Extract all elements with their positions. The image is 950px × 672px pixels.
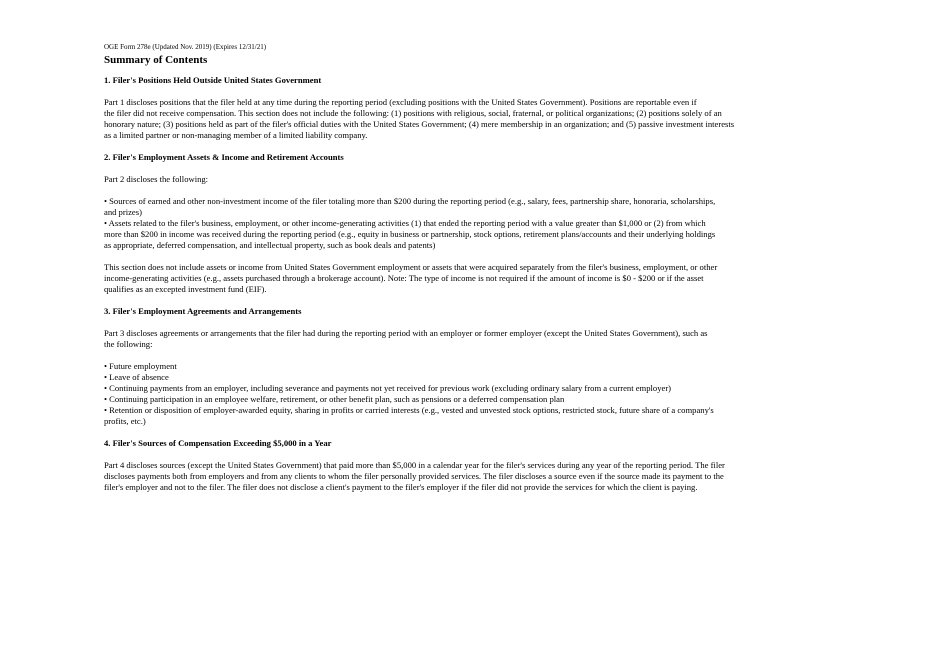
section-1-paragraph — [104, 97, 804, 141]
section-3-heading: 3. Filer's Employment Agreements and Arrangements — [104, 306, 302, 316]
section-2-note — [104, 262, 804, 295]
paragraph-line: the following: — [104, 339, 153, 349]
paragraph-line: Part 4 discloses sources (except the United States Government) that paid more than $5,000 in a calendar year for the filer's services during any year of the reporting period. The filer — [104, 460, 725, 470]
list-item-continuation: as appropriate, deferred compensation, and intellectual property, such as book deals and patents) — [104, 240, 436, 250]
section-4-paragraph — [104, 460, 804, 493]
list-item: • Continuing participation in an employee welfare, retirement, or other benefit plan, such as pensions or a deferred compensation plan — [104, 394, 565, 404]
paragraph-line: discloses payments both from employers and from any clients to whom the filer personally provided services. The filer discloses a source even if the source made its payment to the — [104, 471, 724, 481]
list-item-continuation: and prizes) — [104, 207, 142, 217]
list-item: • Assets related to the filer's business, employment, or other income-generating activities (1) that ended the reporting period with a value greater than $1,000 or (2) from which — [104, 218, 706, 228]
paragraph-line: Part 1 discloses positions that the filer held at any time during the reporting period (excluding positions with the United States Government). Positions are reportable even if — [104, 97, 697, 107]
section-3-bullet-list — [104, 361, 804, 427]
page-title: Summary of Contents — [104, 54, 208, 66]
list-item: • Retention or disposition of employer-awarded equity, sharing in profits or carried interests (e.g., vested and unvested stock options, restricted stock, future share of a company's — [104, 405, 714, 415]
paragraph-line: qualifies as an excepted investment fund (EIF). — [104, 284, 267, 294]
section-1-heading: 1. Filer's Positions Held Outside United States Government — [104, 75, 322, 85]
paragraph-line: honorary nature; (3) positions held as part of the filer's official duties with the United States Government; (4) mere membership in an organization; and (5) passive investment interests — [104, 119, 735, 129]
paragraph-line: income-generating activities (e.g., assets purchased through a brokerage account). Note: The type of income is not required if the amount of income is $0 - $200 or if the asset — [104, 273, 704, 283]
section-2-bullet-list — [104, 196, 804, 251]
document-content — [104, 43, 804, 493]
list-item: • Leave of absence — [104, 372, 169, 382]
section-4-heading: 4. Filer's Sources of Compensation Exceeding $5,000 in a Year — [104, 438, 332, 448]
list-item-continuation: profits, etc.) — [104, 416, 146, 426]
section-2-heading: 2. Filer's Employment Assets & Income and Retirement Accounts — [104, 152, 344, 162]
section-3-intro — [104, 328, 804, 350]
paragraph-line: filer's employer and not to the filer. The filer does not disclose a client's payment to the filer's employer if the filer did not provide the services for which the client is paying. — [104, 482, 698, 492]
paragraph-line: as a limited partner or non-managing member of a limited liability company. — [104, 130, 368, 140]
paragraph-line: the filer did not receive compensation. This section does not include the following: (1) positions with religious, social, fraternal, or political organizations; (2) positions solely of an — [104, 108, 722, 118]
paragraph-line: Part 3 discloses agreements or arrangements that the filer had during the reporting period with an employer or former employer (except the United States Government), such as — [104, 328, 708, 338]
section-2-intro: Part 2 discloses the following: — [104, 174, 209, 184]
list-item: • Future employment — [104, 361, 177, 371]
paragraph-line: This section does not include assets or income from United States Government employment or assets that were acquired separately from the filer's business, employment, or other — [104, 262, 718, 272]
list-item-continuation: more than $200 in income was received during the reporting period (e.g., equity in business or partnership, stock options, retirement plans/accounts and their underlying holdings — [104, 229, 716, 239]
form-header: OGE Form 278e (Updated Nov. 2019) (Expires 12/31/21) — [104, 43, 267, 51]
list-item: • Continuing payments from an employer, including severance and payments not yet received for previous work (excluding ordinary salary from a current employer) — [104, 383, 672, 393]
list-item: • Sources of earned and other non-investment income of the filer totaling more than $200 during the reporting period (e.g., salary, fees, partnership share, honoraria, scholarships, — [104, 196, 716, 206]
